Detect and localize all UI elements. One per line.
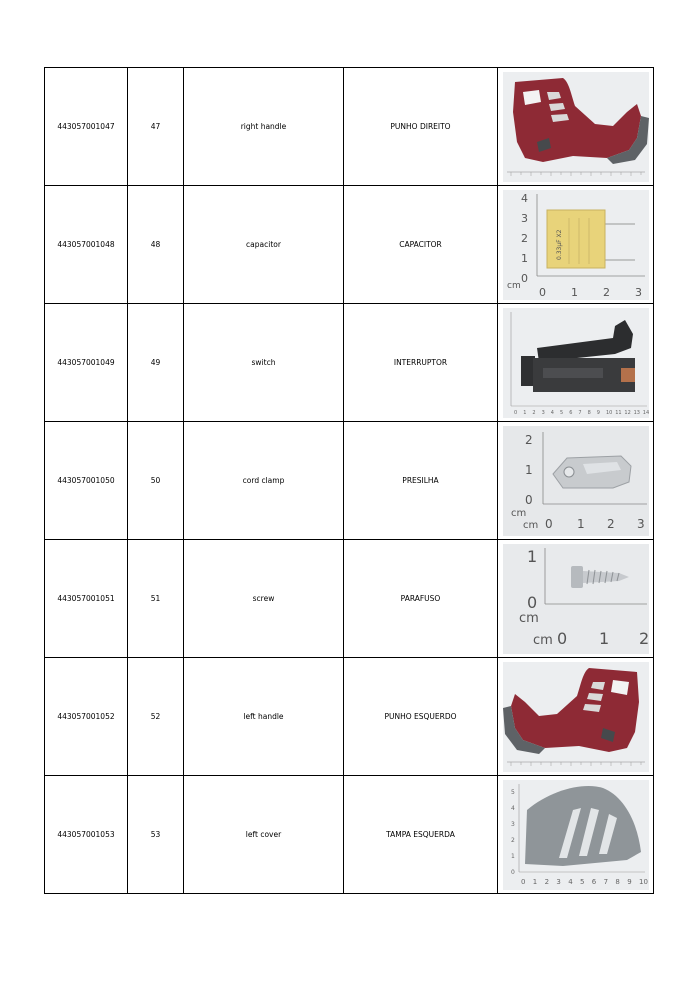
ruler-label: 2 xyxy=(602,285,610,299)
ruler-label: 9 xyxy=(626,877,632,886)
ruler-label: 0 xyxy=(524,492,533,507)
ruler-label: 5 xyxy=(510,788,515,796)
part-code: 443057001047 xyxy=(45,68,128,186)
ruler-label: 14 xyxy=(642,409,649,416)
parts-table xyxy=(44,67,654,894)
part-name-english: switch xyxy=(184,304,344,422)
position-number: 49 xyxy=(128,304,184,422)
ruler-label: 2 xyxy=(524,432,533,447)
part-image-cell xyxy=(498,68,654,186)
position-number: 48 xyxy=(128,186,184,304)
part-name-english: cord clamp xyxy=(184,422,344,540)
ruler-unit: cm xyxy=(518,610,539,626)
ruler-label: 0 xyxy=(544,516,553,531)
ruler-label: 0 xyxy=(526,592,537,612)
ruler-label: 2 xyxy=(544,877,549,886)
ruler-label: 0 xyxy=(520,271,528,285)
part-code: 443057001049 xyxy=(45,304,128,422)
ruler-label: 1 xyxy=(524,462,533,477)
table-row xyxy=(45,68,654,186)
ruler-label: 8 xyxy=(614,877,620,886)
part-name-english: left handle xyxy=(184,658,344,776)
ruler-label: 1 xyxy=(510,852,515,860)
part-image-cell xyxy=(498,422,654,540)
switch-photo xyxy=(503,308,649,418)
ruler-label: 5 xyxy=(559,409,563,416)
cord-clamp-photo xyxy=(503,426,649,536)
position-number: 47 xyxy=(128,68,184,186)
left-cover-photo xyxy=(503,780,649,890)
part-code: 443057001053 xyxy=(45,776,128,894)
part-image-cell xyxy=(498,304,654,422)
ruler-label: 1 xyxy=(522,409,526,416)
part-name-english: left cover xyxy=(184,776,344,894)
ruler-unit: cm xyxy=(522,519,538,531)
ruler-label: 1 xyxy=(532,877,537,886)
ruler-label: 1 xyxy=(526,546,537,566)
ruler-label: 8 xyxy=(587,409,591,416)
ruler-label: 0 xyxy=(556,628,567,648)
ruler-label: 9 xyxy=(596,409,600,416)
part-image-cell xyxy=(498,186,654,304)
capacitor-marking: 0.33µF X2 xyxy=(555,229,563,260)
table-row xyxy=(45,422,654,540)
ruler-label: 4 xyxy=(567,877,573,886)
part-name-english: capacitor xyxy=(184,186,344,304)
ruler-label: 4 xyxy=(510,804,515,812)
ruler-label: 4 xyxy=(550,409,554,416)
ruler-label: 11 xyxy=(614,409,622,416)
part-name-english: right handle xyxy=(184,68,344,186)
ruler-label: 5 xyxy=(579,877,584,886)
ruler-label: 3 xyxy=(636,516,645,531)
ruler-label: 0 xyxy=(510,868,515,876)
ruler-label: 6 xyxy=(591,877,596,886)
ruler-unit: cm xyxy=(532,632,553,648)
ruler-label: 0 xyxy=(520,877,525,886)
ruler-label: 0 xyxy=(538,285,546,299)
right-handle-photo xyxy=(503,72,649,182)
position-number: 51 xyxy=(128,540,184,658)
ruler-unit: cm xyxy=(510,507,526,519)
ruler-label: 7 xyxy=(603,877,608,886)
ruler-label: 0 xyxy=(513,409,517,416)
position-number: 52 xyxy=(128,658,184,776)
ruler-label: 10 xyxy=(638,877,648,886)
part-name-portuguese: PARAFUSO xyxy=(344,540,498,658)
ruler-label: 2 xyxy=(606,516,615,531)
screw-photo xyxy=(503,544,649,654)
table-row xyxy=(45,776,654,894)
part-code: 443057001048 xyxy=(45,186,128,304)
position-number: 50 xyxy=(128,422,184,540)
ruler-label: 3 xyxy=(520,211,528,225)
ruler-label: 2 xyxy=(531,409,536,416)
table-row xyxy=(45,540,654,658)
ruler-label: 12 xyxy=(623,409,631,416)
ruler-label: 6 xyxy=(568,409,572,416)
ruler-label: 13 xyxy=(633,409,640,416)
ruler-label: 1 xyxy=(598,628,609,648)
ruler-unit: cm xyxy=(506,280,521,291)
part-code: 443057001051 xyxy=(45,540,128,658)
ruler-label: 3 xyxy=(555,877,561,886)
part-name-portuguese: INTERRUPTOR xyxy=(344,304,498,422)
ruler-label: 3 xyxy=(634,285,642,299)
part-name-portuguese: CAPACITOR xyxy=(344,186,498,304)
part-name-portuguese: PUNHO DIREITO xyxy=(344,68,498,186)
part-name-portuguese: PUNHO ESQUERDO xyxy=(344,658,498,776)
ruler-label: 2 xyxy=(510,836,515,844)
ruler-label: 1 xyxy=(576,516,585,531)
part-image-cell xyxy=(498,540,654,658)
capacitor-photo xyxy=(503,190,649,300)
ruler-label: 3 xyxy=(541,409,545,416)
part-image-cell xyxy=(498,776,654,894)
ruler-label: 1 xyxy=(570,285,578,299)
ruler-label: 7 xyxy=(577,409,582,416)
part-name-portuguese: TAMPA ESQUERDA xyxy=(344,776,498,894)
table-row xyxy=(45,658,654,776)
ruler-label: 4 xyxy=(520,191,528,205)
ruler-label: 10 xyxy=(605,409,612,416)
table-row xyxy=(45,186,654,304)
ruler-label: 2 xyxy=(638,628,649,648)
position-number: 53 xyxy=(128,776,184,894)
part-code: 443057001052 xyxy=(45,658,128,776)
ruler-label: 3 xyxy=(510,820,515,828)
ruler-label: 1 xyxy=(520,251,528,265)
part-code: 443057001050 xyxy=(45,422,128,540)
left-handle-photo xyxy=(503,662,649,772)
part-name-portuguese: PRESILHA xyxy=(344,422,498,540)
table-row xyxy=(45,304,654,422)
part-image-cell xyxy=(498,658,654,776)
part-name-english: screw xyxy=(184,540,344,658)
ruler-label: 2 xyxy=(520,231,528,245)
